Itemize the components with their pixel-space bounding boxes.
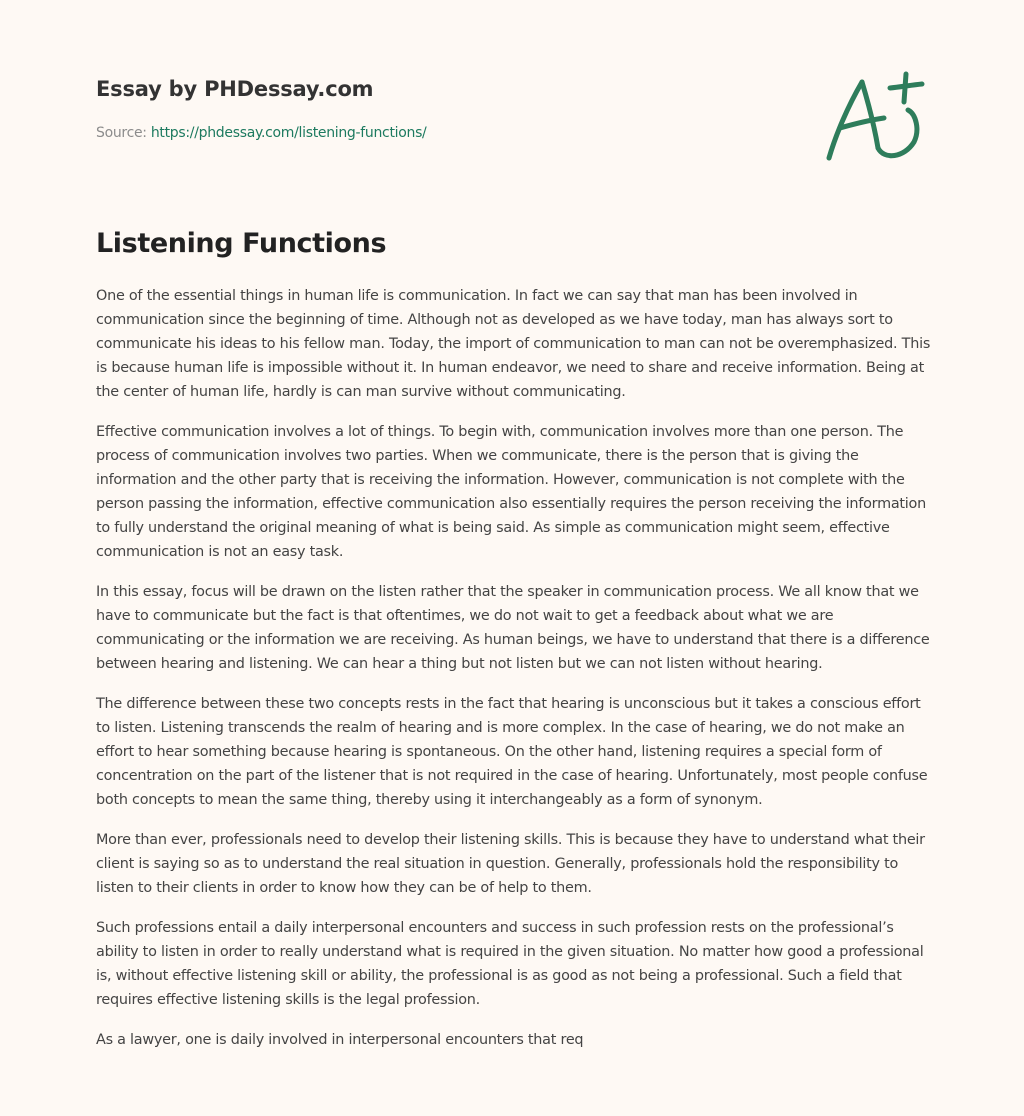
site-title: Essay by PHDessay.com [96, 77, 374, 101]
site-header [96, 74, 796, 143]
essay-paragraph: The difference between these two concepts rests in the fact that hearing is unconscious but it takes a conscious effort to listen. Listening transcends the realm of hearing and is more complex. In the case of hearing, we do not make an effort to hear something because hearing is spontaneous. On the other hand, listening requires a special form of concentration on the part of the listener that is not required in the case of hearing. Unfortunately, most people confuse both concepts to mean the same thing, thereby using it interchangeably as a form of synonym. [96, 696, 928, 808]
essay-paragraph: Such professions entail a daily interpersonal encounters and success in such profession rests on the professional’s ability to listen in order to really understand what is required in the given situation. No matter how good a professional is, without effective listening skill or ability, the professional is as good as not being a professional. Such a field that requires effective listening skills is the legal profession. [96, 920, 924, 1008]
essay-paragraph: Effective communication involves a lot of things. To begin with, communication involves more than one person. The process of communication involves two parties. When we communicate, there is the person that is giving the information and the other party that is receiving the information. However, communication is not complete with the person passing the information, effective communication also essentially requires the person receiving the information to fully understand the original meaning of what is being said. As simple as communication might seem, effective communication is not an easy task. [96, 424, 926, 560]
essay-title: Listening Functions [96, 228, 387, 259]
essay-body [96, 284, 932, 1068]
essay-paragraph: One of the essential things in human life is communication. In fact we can say that man has been involved in communication since the beginning of time. Although not as developed as we have today, man has always sort to communicate his ideas to his fellow man. Today, the import of communication to man can not be overemphasized. This is because human life is impossible without it. In human endeavor, we need to share and receive information. Being at the center of human life, hardly is can man survive without communicating. [96, 288, 931, 400]
source-label: Source: [96, 125, 147, 141]
a-plus-grade-icon [822, 68, 928, 164]
essay-paragraph: More than ever, professionals need to develop their listening skills. This is because they have to understand what their client is saying so as to understand the real situation in question. Generally, professionals hold the responsibility to listen to their clients in order to know how they can be of help to them. [96, 832, 925, 896]
source-line [96, 123, 796, 143]
essay-paragraph: In this essay, focus will be drawn on the listen rather that the speaker in communication process. We all know that we have to communicate but the fact is that oftentimes, we do not wait to get a feedback about what we are communicating or the information we are receiving. As human beings, we have to understand that there is a difference between hearing and listening. We can hear a thing but not listen but we can not listen without hearing. [96, 584, 930, 672]
source-link[interactable]: https://phdessay.com/listening-functions/ [150, 125, 427, 141]
essay-paragraph: As a lawyer, one is daily involved in interpersonal encounters that req [96, 1032, 584, 1048]
